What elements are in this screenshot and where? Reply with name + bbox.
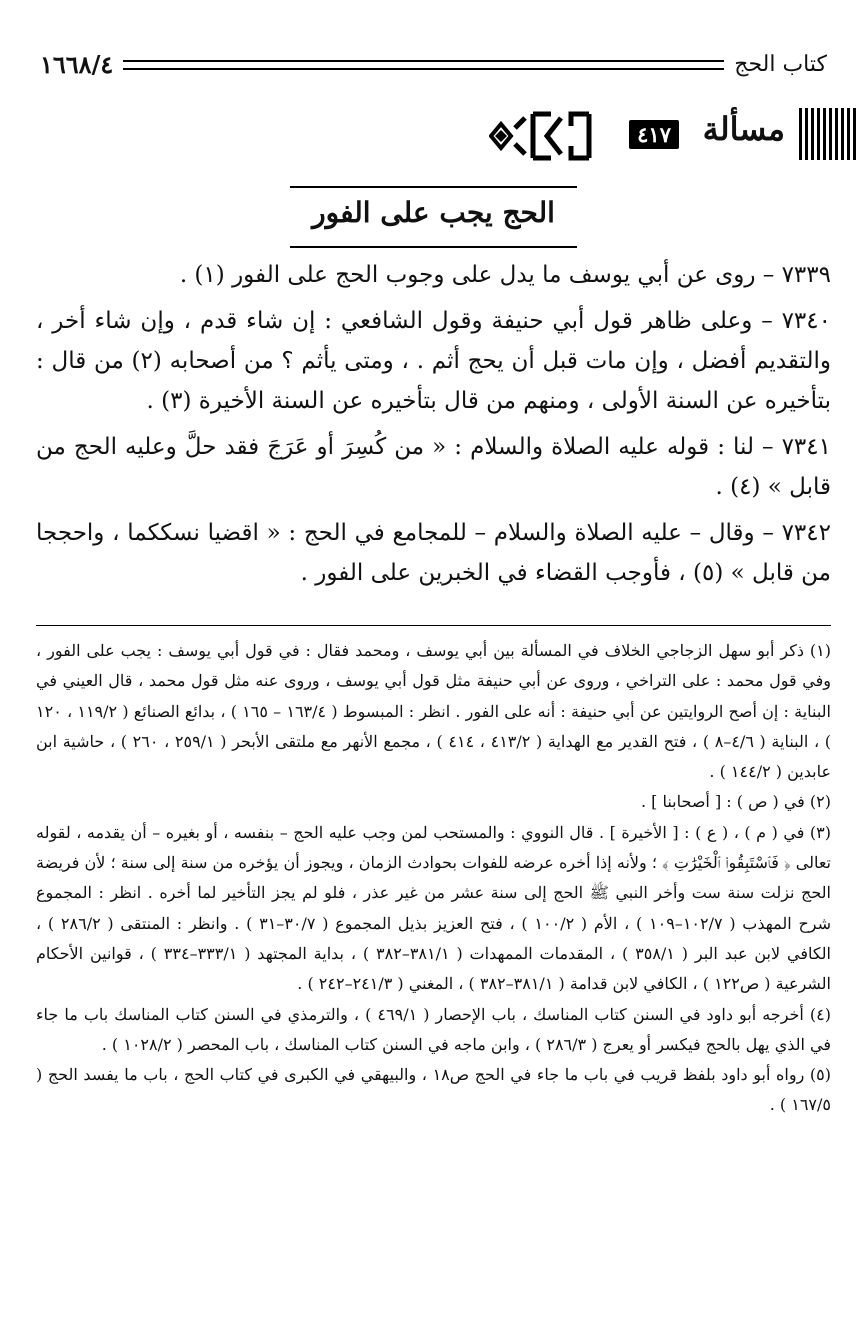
footnotes [36,636,831,1121]
paragraph-7340: ٧٣٤٠ – وعلى ظاهر قول أبي حنيفة وقول الشافعي : إن شاء قدم ، وإن شاء أخر ، والتقديم أفضل ، وإن مات قبل أن يحج أثم . ، ومتى يأثم ؟ من أصحابه (٢) من قال : بتأخيره عن السنة الأولى ، ومنهم من قال بتأخيره عن السنة الأخيرة (٣) . [36,308,831,414]
page-number: ١٦٦٨/٤ [40,49,114,79]
footnote-2: (٢) في ( ص ) : [ أصحابنا ] . [640,792,831,812]
masala-number: ٤١٧ [629,120,679,149]
header-rule [123,60,724,70]
section-title: الحج يجب على الفور [0,186,867,248]
footnote-separator [36,625,831,626]
masala-heading [497,100,857,170]
paragraph-7339: ٧٣٣٩ – روى عن أبي يوسف ما يدل على وجوب الحج على الفور (١) . [179,262,831,288]
footnote-4: (٤) أخرجه أبو داود في السنن كتاب المناسك ، باب الإحصار ( ٤٦٩/١ ) ، والترمذي في السنن كتاب المناسك باب ما جاء في الذي يهل بالحج فيكسر أو يعرج ( ٢٨٦/٣ ) ، وابن ماجه في السنن كتاب المناسك ، باب المحصر ( ١٠٢٨/٢ ) . [36,1004,831,1054]
paragraph-7341: ٧٣٤١ – لنا : قوله عليه الصلاة والسلام : « من كُسِرَ أو عَرَجَ فقد حلَّ وعليه الحج من قابل » (٤) . [36,434,831,500]
footnote-5: (٥) رواه أبو داود بلفظ قريب في باب ما جاء في الحج ص١٨ ، والبيهقي في الكبرى في كتاب الحج ، باب ما يفسد الحج ( ١٦٧/٥ ) . [36,1065,832,1115]
footnote-1: (١) ذكر أبو سهل الزجاجي الخلاف في المسألة بين أبي يوسف ، ومحمد فقال : في قول أبي يوسف : يجب على الفور ، وفي قول محمد : على التراخي ، وروى عن أبي حنيفة مثل قول أبي يوسف ، وروى عنه مثل قول محمد ، قال العيني في البناية : إن أصح الروايتين عن أبي حنيفة : أنه على الفور . انظر : المبسوط ( ١٦٣/٤ – ١٦٥ ) ، بدائع الصنائع ( ١١٩/٢ ، ١٢٠ ) ، البناية ( ٤/٦–٨ ) ، فتح القدير مع الهداية ( ٤١٣/٢ ، ٤١٤ ) ، مجمع الأنهر مع ملتقى الأبحر ( ٢٥٩/١ ، ٢٦٠ ) ، حاشية ابن عابدين ( ١٤٤/٢ ) . [36,641,832,782]
book-title: كتاب الحج [734,51,827,77]
arabesque-ornament [489,108,599,164]
footnote-3: (٣) في ( م ) ، ( ع ) : [ الأخيرة ] . قال النووي : والمستحب لمن وجب عليه الحج – بنفسه ، أو بغيره – أن يقدمه ، لقوله تعالى ﴿ فَٱسْتَبِقُوا۟ ٱلْخَيْرَٰتِ ﴾ ؛ ولأنه إذا أخره عرضه للفوات بحوادث الزمان ، ويجوز أن يؤخره من سنة إلى سنة ؛ لأن فريضة الحج نزلت سنة ست وأخر النبي ﷺ الحج إلى سنة عشر من غير عذر ، فلو لم يجز التأخير لما أخره . انظر : المجموع شرح المهذب ( ١٠٢/٧–١٠٩ ) ، الأم ( ١٠٠/٢ ) ، فتح العزيز بذيل المجموع ( ٣٠/٧–٣١ ) . وانظر : المنتقى ( ٢٨٦/٢ ) ، الكافي لابن عبد البر ( ٣٥٨/١ ) ، المقدمات الممهدات ( ٣٨١/١–٣٨٢ ) ، بداية المجتهد ( ٣٣٣/١–٣٣٤ ) ، قوانين الأحكام الشرعية ( ص١٢٢ ) ، الكافي لابن قدامة ( ٣٨١/١–٣٨٢ ) ، المغني ( ٢٤١/٣–٢٤٢ ) . [36,822,832,994]
main-text [36,255,831,599]
paragraph-7342: ٧٣٤٢ – وقال – عليه الصلاة والسلام – للمجامع في الحج : « اقضيا نسككما ، واحججا من قابل » (٥) ، فأوجب القضاء في الخبرين على الفور . [36,520,831,586]
masala-label: مسألة [702,110,785,148]
striped-bar-ornament [799,108,857,160]
running-header [40,44,827,84]
